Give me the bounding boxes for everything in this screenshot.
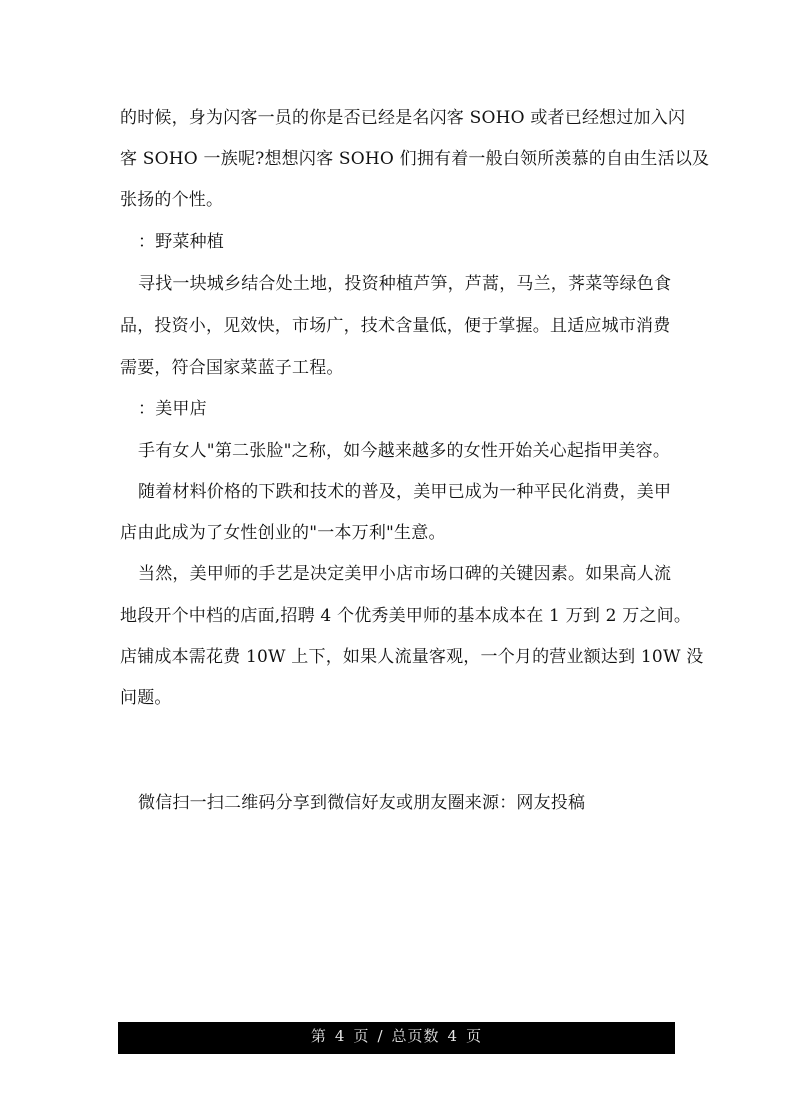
current-page-number: 4	[334, 1027, 346, 1045]
paragraph-line: 手有女人"第二张脸"之称，如今越来越多的女性开始关心起指甲美容。	[138, 441, 671, 461]
footer-total-label: 总页数	[391, 1027, 440, 1045]
section-heading-nail-salon: ：美甲店	[138, 399, 207, 419]
paragraph-line: 当然，美甲师的手艺是决定美甲小店市场口碑的关键因素。如果高人流	[138, 564, 672, 584]
paragraph-line: 问题。	[120, 688, 172, 708]
section-heading-wild-vegetables: ：野菜种植	[138, 232, 224, 252]
page-footer	[118, 1022, 675, 1054]
paragraph-line: 随着材料价格的下跌和技术的普及，美甲已成为一种平民化消费，美甲	[138, 482, 672, 502]
footer-page-word: 页	[353, 1027, 370, 1045]
paragraph-line: 寻找一块城乡结合处土地，投资种植芦笋，芦蒿，马兰，荠菜等绿色食	[138, 274, 672, 294]
share-source-note: 微信扫一扫二维码分享到微信好友或朋友圈来源：网友投稿	[138, 793, 586, 813]
total-pages-number: 4	[447, 1027, 459, 1045]
paragraph-line: 店由此成为了女性创业的"一本万利"生意。	[120, 523, 446, 543]
footer-prefix: 第	[310, 1027, 327, 1045]
paragraph-line: 地段开个中档的店面,招聘 4 个优秀美甲师的基本成本在 1 万到 2 万之间。	[120, 606, 692, 626]
paragraph-line: 店铺成本需花费 10W 上下，如果人流量客观，一个月的营业额达到 10W 没	[120, 647, 704, 667]
footer-suffix: 页	[466, 1027, 483, 1045]
paragraph-line: 客 SOHO 一族呢?想想闪客 SOHO 们拥有着一般白领所羡慕的自由生活以及	[120, 149, 710, 169]
paragraph-line: 品，投资小，见效快，市场广，技术含量低，便于掌握。且适应城市消费	[120, 316, 671, 336]
footer-separator: /	[377, 1027, 384, 1045]
paragraph-line: 需要，符合国家菜蓝子工程。	[120, 358, 344, 378]
paragraph-line: 的时候，身为闪客一员的你是否已经是名闪客 SOHO 或者已经想过加入闪	[120, 108, 686, 128]
paragraph-line: 张扬的个性。	[120, 190, 224, 210]
